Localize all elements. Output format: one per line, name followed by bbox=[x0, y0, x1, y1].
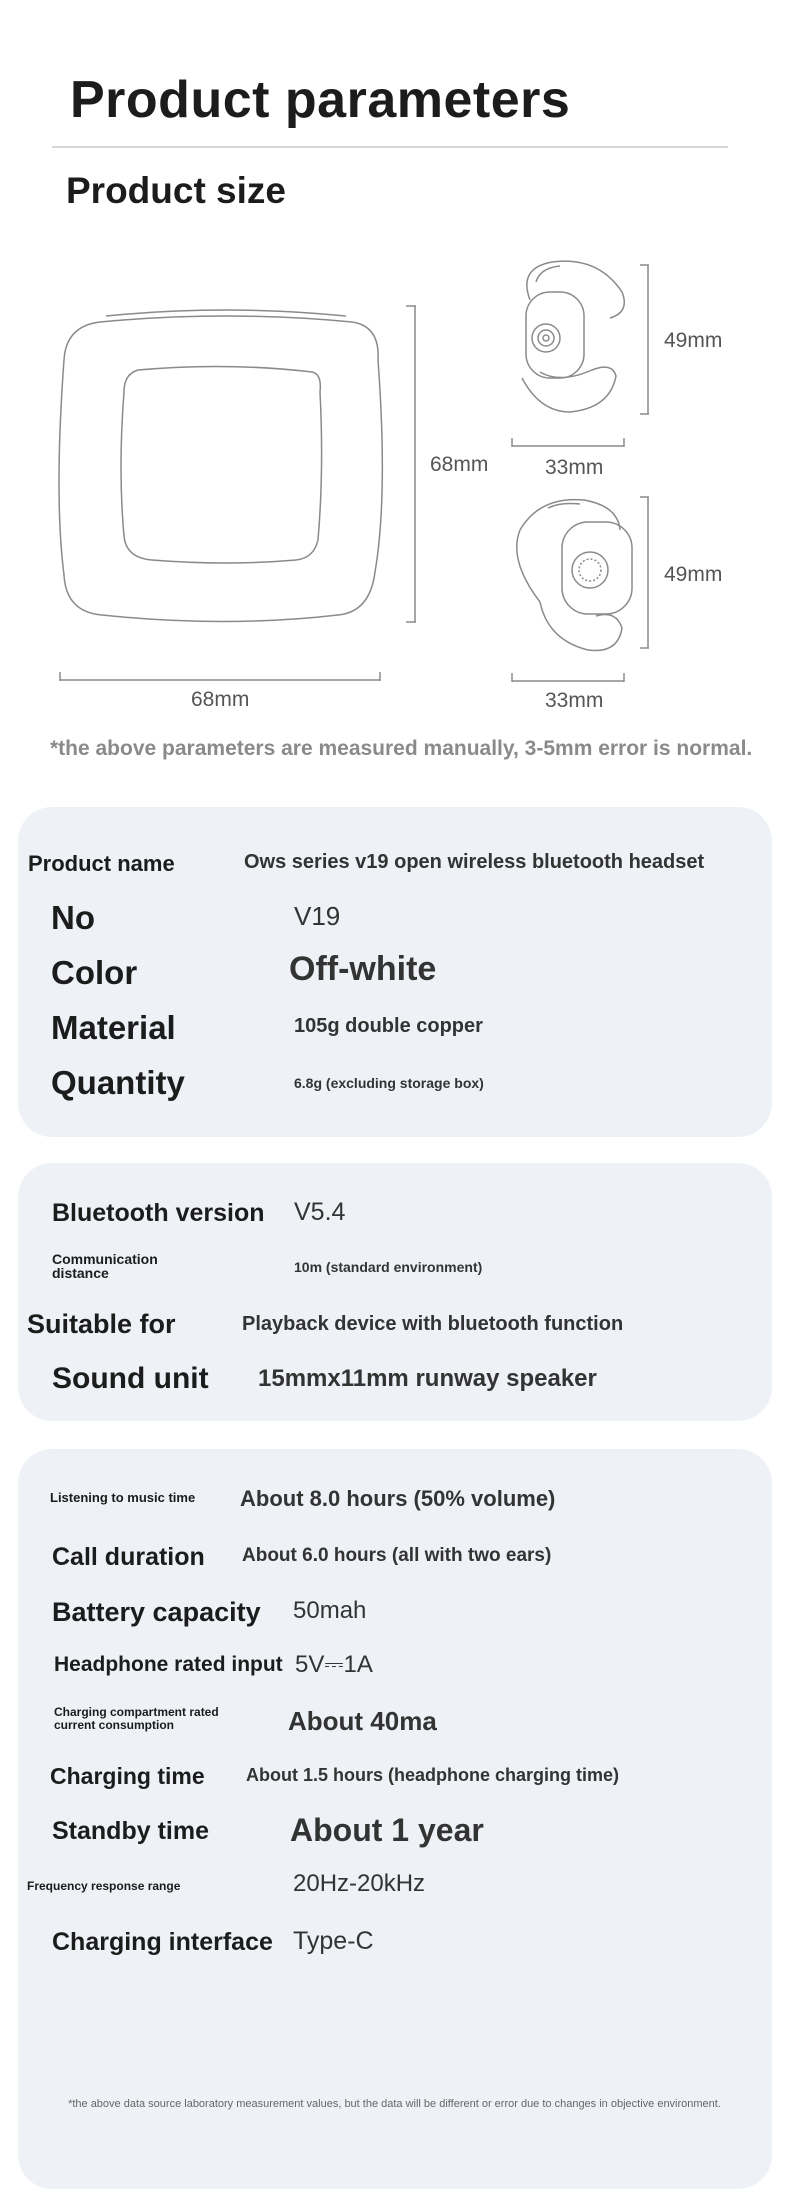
earbud-bottom-dimension-lines bbox=[512, 497, 649, 682]
value-communication-distance: 10m (standard environment) bbox=[294, 1259, 483, 1275]
value-sound-unit: 15mmx11mm runway speaker bbox=[258, 1365, 597, 1392]
earbud-bottom-width-label: 33mm bbox=[545, 689, 604, 712]
earbud-top-width-label: 33mm bbox=[545, 456, 604, 479]
label-standby-time: Standby time bbox=[52, 1817, 209, 1845]
value-quantity: 6.8g (excluding storage box) bbox=[294, 1075, 484, 1091]
label-frequency-response: Frequency response range bbox=[27, 1879, 181, 1893]
label-music-time: Listening to music time bbox=[50, 1490, 196, 1505]
value-no: V19 bbox=[294, 901, 341, 931]
value-music-time: About 8.0 hours (50% volume) bbox=[240, 1486, 556, 1511]
label-call-duration: Call duration bbox=[52, 1543, 205, 1571]
label-material: Material bbox=[51, 1009, 176, 1046]
earbud-top-height-label: 49mm bbox=[664, 329, 723, 352]
charging-case-drawing bbox=[59, 310, 382, 622]
value-charging-interface: Type-C bbox=[293, 1927, 374, 1955]
value-call-duration: About 6.0 hours (all with two ears) bbox=[242, 1545, 552, 1566]
earbud-top-dimension-lines bbox=[512, 265, 649, 447]
label-sound-unit: Sound unit bbox=[52, 1362, 209, 1395]
section-title-size: Product size bbox=[66, 170, 286, 211]
value-suitable-for: Playback device with bluetooth function bbox=[242, 1313, 624, 1335]
value-color: Off-white bbox=[289, 950, 437, 988]
value-frequency-response: 20Hz-20kHz bbox=[293, 1870, 426, 1897]
earbud-bottom-drawing bbox=[517, 500, 632, 651]
label-charging-interface: Charging interface bbox=[52, 1928, 273, 1956]
earbud-bottom-height-label: 49mm bbox=[664, 563, 723, 586]
label-product-name: Product name bbox=[28, 851, 175, 876]
value-battery-capacity: 50mah bbox=[293, 1597, 367, 1624]
label-battery-capacity: Battery capacity bbox=[52, 1597, 261, 1627]
value-bluetooth-version: V5.4 bbox=[294, 1198, 346, 1226]
value-compartment-current: About 40ma bbox=[288, 1706, 437, 1736]
value-standby-time: About 1 year bbox=[290, 1812, 484, 1848]
case-dimension-lines bbox=[60, 306, 416, 681]
value-material: 105g double copper bbox=[294, 1015, 483, 1037]
data-source-footnote: *the above data source laboratory measurement values, but the data will be different or error due to changes in objective environment. bbox=[68, 2098, 721, 2110]
label-rated-input: Headphone rated input bbox=[54, 1653, 283, 1676]
case-height-label: 68mm bbox=[430, 453, 489, 476]
spec-card-battery bbox=[18, 1449, 772, 2189]
label-no: No bbox=[51, 899, 95, 936]
value-product-name: Ows series v19 open wireless bluetooth headset bbox=[244, 851, 705, 873]
spec-card-connectivity bbox=[18, 1163, 772, 1421]
label-bluetooth-version: Bluetooth version bbox=[52, 1199, 265, 1227]
label-charging-time: Charging time bbox=[50, 1763, 205, 1789]
case-width-label: 68mm bbox=[191, 688, 250, 711]
label-compartment-current: Charging compartment rated current consumption bbox=[54, 1705, 219, 1732]
earbud-top-drawing bbox=[522, 261, 624, 412]
label-suitable-for: Suitable for bbox=[27, 1309, 176, 1339]
label-communication-distance: Communication distance bbox=[52, 1251, 158, 1281]
label-color: Color bbox=[51, 954, 138, 991]
spec-card-basic bbox=[18, 807, 772, 1137]
page-title: Product parameters bbox=[70, 71, 571, 129]
value-rated-input: 5V⎓1A bbox=[295, 1651, 373, 1678]
size-diagram bbox=[0, 0, 789, 720]
value-charging-time: About 1.5 hours (headphone charging time) bbox=[246, 1765, 620, 1785]
label-quantity: Quantity bbox=[51, 1064, 185, 1101]
measurement-note: *the above parameters are measured manually, 3-5mm error is normal. bbox=[50, 737, 753, 760]
